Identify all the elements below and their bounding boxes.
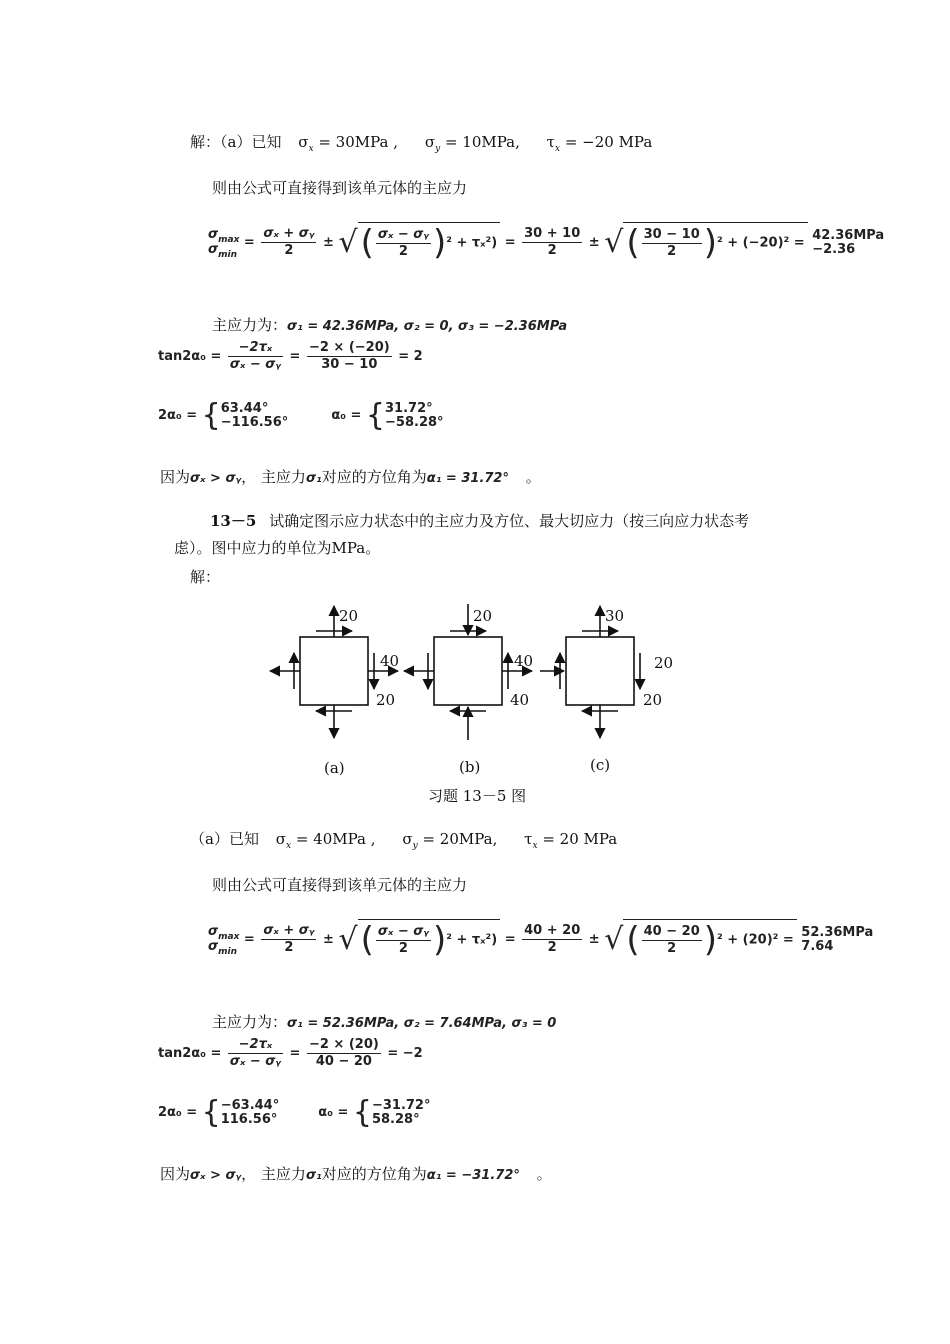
- label-b-right: 40: [514, 652, 534, 670]
- problem-statement: 13－5 试确定图示应力状态中的主应力及方位、最大切应力（按三向应力状态考: [210, 512, 750, 530]
- known-values-line-2: （a）已知 $\sigma_x = 40MPa$ , $\sigma_y = 20MPa$, $\tau_x = 20$ MPa: [190, 830, 618, 851]
- figure-caption: 习题 13－5 图: [428, 787, 527, 805]
- conclusion-1: 因为σₓ > σᵧ， 主应力σ₁对应的方位角为α₁ = 31.72° 。: [160, 468, 541, 486]
- label-b-bottom: 40: [510, 691, 530, 709]
- angle-values-2: 2α₀ = {−63.44° 116.56° α₀ = {−31.72° 58.28°: [158, 1095, 431, 1130]
- label-b: (b): [459, 758, 481, 776]
- label-b-top: 20: [473, 607, 493, 625]
- principal-stresses-2: 主应力为：σ₁ = 52.36MPa, σ₂ = 7.64MPa, σ₃ = 0: [212, 1013, 557, 1031]
- label-a: (a): [324, 759, 345, 777]
- principal-stresses-1: 主应力为：σ₁ = 42.36MPa, σ₂ = 0, σ₃ = −2.36MPa: [212, 316, 568, 334]
- tan-formula-2: tan2α₀ = $\frac{\text{−2τₓ}}{\text{σₓ − σᵧ}}$ = $\frac{-2 \times (20)}{40 - 20}$ = −2: [158, 1037, 423, 1069]
- element-b: [404, 604, 532, 740]
- problem-statement-cont: 虑）。图中应力的单位为MPa。: [174, 539, 381, 557]
- angle-values-1: 2α₀ = {63.44° −116.56° α₀ = {31.72° −58.28°: [158, 398, 444, 433]
- element-a: [270, 606, 398, 738]
- label-c-right: 20: [654, 654, 674, 672]
- solution-label: 解：: [190, 568, 221, 586]
- known-values-line-1: 解：（a）已知 $\sigma_x = 30MPa$ , $\sigma_y = 10MPa$, $\tau_x = -20$ MPa: [190, 133, 653, 154]
- intro-text-1: 则由公式可直接得到该单元体的主应力: [212, 179, 468, 197]
- tan-formula-1: tan2α₀ = $\frac{\text{−2τₓ}}{\text{σₓ − σᵧ}}$ = $\frac{-2 \times (-20)}{30 - 10}$ = 2: [158, 340, 423, 372]
- label-a-bottom: 20: [376, 691, 396, 709]
- label-c-bottom: 20: [643, 691, 663, 709]
- label-a-top: 20: [339, 607, 359, 625]
- conclusion-2: 因为σₓ > σᵧ， 主应力σ₁对应的方位角为α₁ = −31.72° 。: [160, 1165, 552, 1183]
- principal-stress-formula-2: $\sigma_{max}$ $\sigma_{min}$ = $\frac{\text{σₓ + σᵧ}}{2}$ ± √( $\frac{\text{σₓ − σᵧ}}{2}$ )² + τₓ²) = $\frac{40 + 20}{2}$ ± √( $\frac{40 - 20}{2}$ )² + (20)² = 52.36MPa 7.64: [208, 920, 874, 960]
- problem-number: 13－5: [210, 512, 257, 530]
- principal-stress-formula-1: $\sigma_{max}$ $\sigma_{min}$ = $\frac{\text{σₓ + σᵧ}}{2}$ ± √( $\frac{\text{σₓ − σᵧ}}{2}$ )² + τₓ²) = $\frac{30 + 10}{2}$ ± √( $\frac{30 - 10}{2}$ )² + (−20)² = 42.36MPa −2.36: [208, 223, 885, 263]
- intro-text-2: 则由公式可直接得到该单元体的主应力: [212, 876, 468, 894]
- label-c-top: 30: [605, 607, 625, 625]
- stress-element-figure: [0, 595, 950, 815]
- label-c: (c): [590, 756, 611, 774]
- label-a-right: 40: [380, 652, 400, 670]
- element-c: [540, 606, 640, 738]
